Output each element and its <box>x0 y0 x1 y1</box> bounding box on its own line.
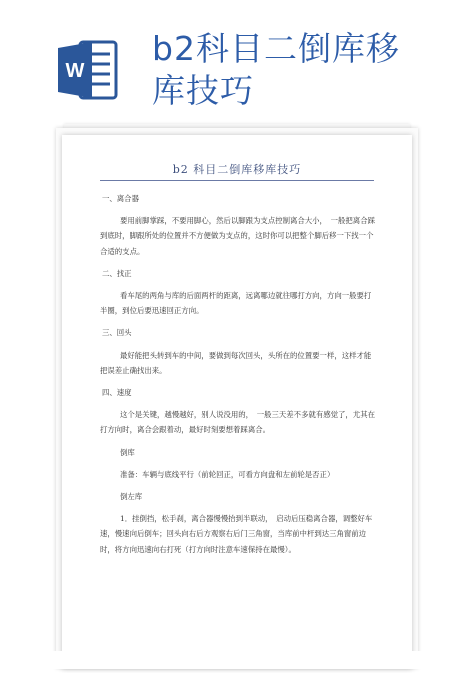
document-body <box>100 191 376 564</box>
document-page <box>62 135 412 669</box>
body-paragraph: 这个是关键，越慢越好，别人说没用的， 一般三天差不多就有感觉了，尤其在打方向时，离合会跟着动，最好时刻要想着踩离合。 <box>100 410 375 435</box>
section-heading: 倒库 <box>120 447 135 457</box>
title-underline <box>100 180 374 181</box>
bottom-strip <box>0 651 474 669</box>
document-title: b2 科目二倒库移库技巧 <box>172 163 302 176</box>
section-heading: 倒左库 <box>120 492 143 502</box>
body-paragraph: 最好能把头转到车的中间，要做到每次回头，头所在的位置要一样，这样才能把误差止确找出来。 <box>100 350 372 375</box>
header-banner <box>0 0 474 118</box>
section-heading: 三、回头 <box>102 328 132 338</box>
title-line-1: b2科目二倒库移 <box>152 29 400 68</box>
page-title <box>152 28 452 112</box>
body-paragraph: 准备：车辆与底线平行（前轮回正，可看方向盘和左前轮是否正） <box>120 469 335 479</box>
section-heading: 一、离合器 <box>102 194 139 203</box>
body-paragraph: 要用前脚掌踩，不要用脚心，然后以脚跟为支点控制离合大小， 一般把离合踩到底时，脚跟所处的位置并不方便做为支点的，这时你可以把整个脚后移一下找一个合适的支点。 <box>100 216 375 256</box>
section-heading: 二、找正 <box>102 268 132 278</box>
svg-text:W: W <box>65 60 85 82</box>
body-paragraph: 1．挂倒挡，松手刹，离合器慢慢抬到半联动， 启动后压稳离合器，调整好车速，慢速向后倒车；回头向右后方观察右后门三角窗，当库前中杆到达三角窗前边时，将方向迅速向右打死（打方向时注意车速保持在最慢）。 <box>100 514 373 554</box>
section-heading: 四、速度 <box>102 388 132 398</box>
title-line-2: 库技巧 <box>152 71 254 110</box>
body-paragraph: 看车尾的两角与库的后面两杆的距离，远离哪边就往哪打方向，方向一般要打半圈，到位后要迅速回正方向。 <box>100 291 372 316</box>
word-icon <box>58 38 118 102</box>
